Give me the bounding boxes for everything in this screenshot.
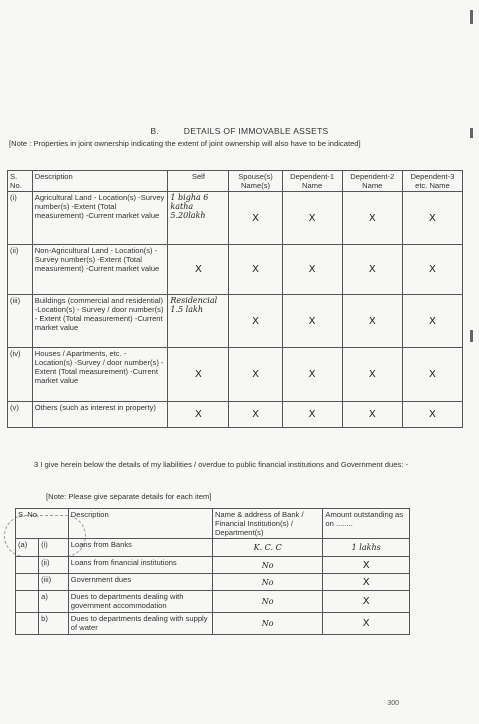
header-sno: S. No. (8, 171, 33, 192)
row-letter (16, 591, 39, 613)
cross-mark: X (342, 192, 402, 245)
amount-entry: X (323, 613, 410, 635)
header-sno: S. No. (16, 509, 69, 539)
row-letter (16, 574, 39, 591)
self-entry: Residencial 1.5 lakh (168, 295, 229, 348)
row-description: Houses / Apartments, etc. - Location(s) -Survey / door number(s) -Extent (Total measurement) -Current market value (32, 348, 168, 402)
liabilities-table (15, 508, 410, 635)
cross-mark: X (402, 245, 462, 295)
binding-mark (470, 10, 473, 24)
cross-mark: X (282, 348, 342, 402)
cross-mark: X (282, 192, 342, 245)
section-heading (0, 126, 479, 136)
row-number: (iv) (8, 348, 33, 402)
row-description: Buildings (commercial and residential) -Location(s) - Survey / door number(s) - Extent (Total measurement) -Current market value (32, 295, 168, 348)
self-entry: X (168, 245, 229, 295)
header-dependent-3: Dependent-3 etc. Name (402, 171, 462, 192)
header-dependent-1: Dependent-1 Name (282, 171, 342, 192)
row-description: Non-Agricultural Land - Location(s) -Survey number(s) -Extent (Total measurement) -Current market value (32, 245, 168, 295)
table-row (8, 348, 463, 402)
row-number: (i) (39, 539, 69, 557)
section-title: DETAILS OF IMMOVABLE ASSETS (183, 126, 329, 136)
cross-mark: X (402, 348, 462, 402)
bank-name-entry: No (212, 613, 322, 635)
amount-entry: X (323, 591, 410, 613)
table-row (16, 557, 410, 574)
cross-mark: X (229, 348, 282, 402)
amount-entry: 1 lakhs (323, 539, 410, 557)
row-number: (ii) (39, 557, 69, 574)
joint-ownership-note: [Note : Properties in joint ownership indicating the extent of joint ownership will also have to be indicated] (9, 139, 361, 148)
row-description: Government dues (68, 574, 212, 591)
liabilities-note: [Note: Please give separate details for each item] (46, 492, 212, 501)
table-row (16, 539, 410, 557)
self-entry: X (168, 402, 229, 428)
cross-mark: X (282, 245, 342, 295)
cross-mark: X (342, 295, 402, 348)
table-row (16, 574, 410, 591)
row-number: b) (39, 613, 69, 635)
bank-name-entry: K. C. C (212, 539, 322, 557)
bank-name-entry: No (212, 557, 322, 574)
liabilities-statement: 3 I give herein below the details of my liabilities / overdue to public financial institutions and Government dues: - (34, 460, 408, 469)
header-spouse: Spouse(s) Name(s) (229, 171, 282, 192)
header-description: Description (32, 171, 168, 192)
row-number: a) (39, 591, 69, 613)
amount-entry: X (323, 557, 410, 574)
row-letter: (a) (16, 539, 39, 557)
self-entry: X (168, 348, 229, 402)
table-row (8, 192, 463, 245)
row-number: (iii) (39, 574, 69, 591)
bank-name-entry: No (212, 574, 322, 591)
header-description: Description (68, 509, 212, 539)
cross-mark: X (229, 245, 282, 295)
cross-mark: X (229, 192, 282, 245)
page-number: 300 (387, 700, 399, 707)
row-description: Agricultural Land - Location(s) -Survey number(s) -Extent (Total measurement) -Current market value (32, 192, 168, 245)
row-description: Dues to departments dealing with supply of water (68, 613, 212, 635)
row-number: (ii) (8, 245, 33, 295)
table-row (8, 402, 463, 428)
cross-mark: X (229, 295, 282, 348)
row-number: (v) (8, 402, 33, 428)
cross-mark: X (282, 295, 342, 348)
bank-name-entry: No (212, 591, 322, 613)
row-description: Loans from Banks (68, 539, 212, 557)
row-letter (16, 557, 39, 574)
cross-mark: X (229, 402, 282, 428)
header-dependent-2: Dependent-2 Name (342, 171, 402, 192)
binding-mark (470, 330, 473, 342)
cross-mark: X (342, 402, 402, 428)
row-description: Loans from financial institutions (68, 557, 212, 574)
row-description: Others (such as interest in property) (32, 402, 168, 428)
table-header-row (16, 509, 410, 539)
section-letter: B. (150, 126, 160, 136)
immovable-assets-table (7, 170, 463, 428)
cross-mark: X (402, 402, 462, 428)
table-row (16, 613, 410, 635)
table-row (16, 591, 410, 613)
row-number: (i) (8, 192, 33, 245)
cross-mark: X (342, 348, 402, 402)
header-self: Self (168, 171, 229, 192)
cross-mark: X (402, 192, 462, 245)
cross-mark: X (402, 295, 462, 348)
row-letter (16, 613, 39, 635)
table-header-row (8, 171, 463, 192)
table-row (8, 245, 463, 295)
header-bank-name: Name & address of Bank / Financial Institution(s) / Department(s) (212, 509, 322, 539)
amount-entry: X (323, 574, 410, 591)
table-row (8, 295, 463, 348)
row-number: (iii) (8, 295, 33, 348)
header-amount: Amount outstanding as on ........ (323, 509, 410, 539)
cross-mark: X (282, 402, 342, 428)
row-description: Dues to departments dealing with government accommodation (68, 591, 212, 613)
self-entry: 1 bigha 6 katha 5.20lakh (168, 192, 229, 245)
cross-mark: X (342, 245, 402, 295)
